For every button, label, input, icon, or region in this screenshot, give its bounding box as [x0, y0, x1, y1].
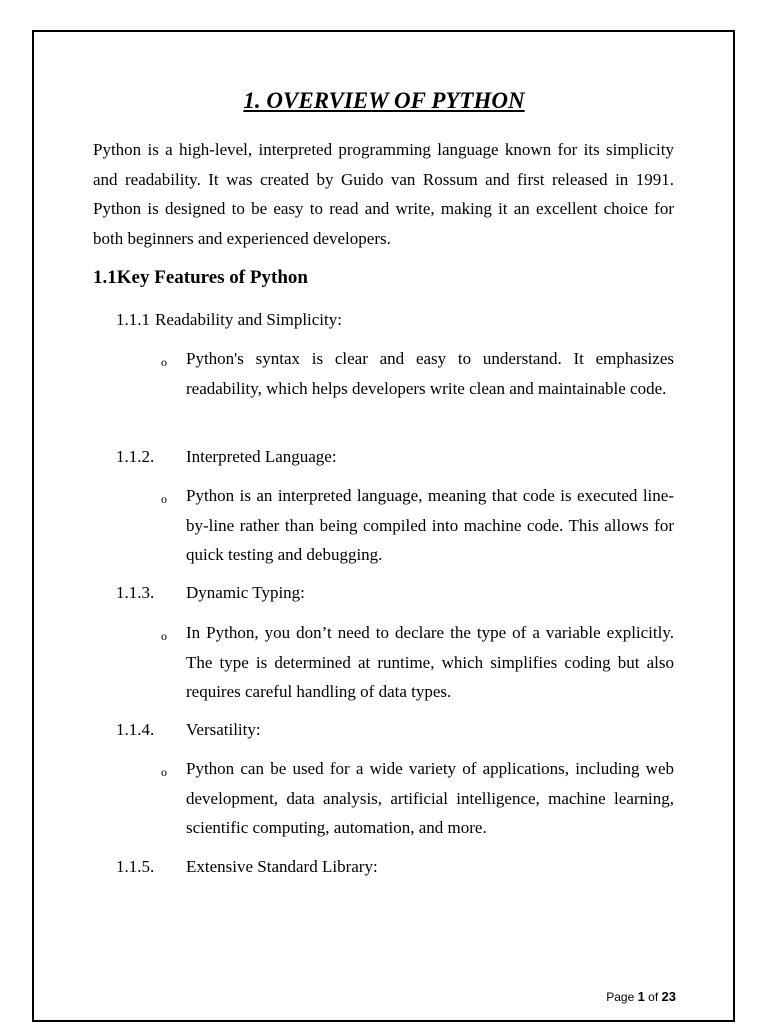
intro-paragraph: Python is a high-level, interpreted programming language known for its simplicity and readability. It was created by Guido van Rossum and first released in 1991. Python is designed to be easy to read and write, making it an excellent choice for both beginners and experienced developers.	[93, 140, 674, 248]
page-title: 1. OVERVIEW OF PYTHON	[243, 88, 525, 113]
bullet-icon: o	[161, 629, 167, 643]
feature-title: Versatility:	[186, 720, 261, 739]
bullet-icon: o	[161, 355, 167, 369]
feature-heading	[116, 717, 261, 743]
feature-heading	[116, 444, 337, 470]
feature-number: 1.1.1	[116, 310, 150, 329]
feature-heading	[116, 854, 378, 880]
total-pages-number: 23	[661, 989, 676, 1004]
feature-title: Interpreted Language:	[186, 447, 337, 466]
feature-heading	[116, 580, 305, 606]
of-label: of	[648, 990, 659, 1004]
bullet-icon: o	[161, 765, 167, 779]
bullet-icon: o	[161, 492, 167, 506]
feature-number: 1.1.4.	[116, 720, 155, 739]
feature-title: Extensive Standard Library:	[186, 857, 378, 876]
current-page-number: 1	[637, 989, 645, 1004]
page-footer	[606, 988, 676, 1006]
feature-title: Readability and Simplicity:	[155, 310, 342, 329]
feature-number: 1.1.5.	[116, 857, 155, 876]
section-heading: 1.1Key Features of Python	[93, 267, 308, 288]
feature-description: Python is an interpreted language, meaning that code is executed line-by-line rather than being compiled into machine code. This allows for quick testing and debugging.	[186, 486, 674, 564]
feature-number: 1.1.2.	[116, 447, 155, 466]
page-label: Page	[606, 990, 635, 1004]
feature-heading	[116, 307, 342, 333]
feature-number: 1.1.3.	[116, 583, 155, 602]
feature-description: Python can be used for a wide variety of applications, including web development, data analysis, artificial intelligence, machine learning, scientific computing, automation, and more.	[186, 759, 674, 837]
feature-title: Dynamic Typing:	[186, 583, 305, 602]
feature-description: In Python, you don’t need to declare the type of a variable explicitly. The type is determined at runtime, which simplifies coding but also requires careful handling of data types.	[186, 623, 674, 701]
feature-description: Python's syntax is clear and easy to understand. It emphasizes readability, which helps developers write clean and maintainable code.	[186, 349, 674, 398]
